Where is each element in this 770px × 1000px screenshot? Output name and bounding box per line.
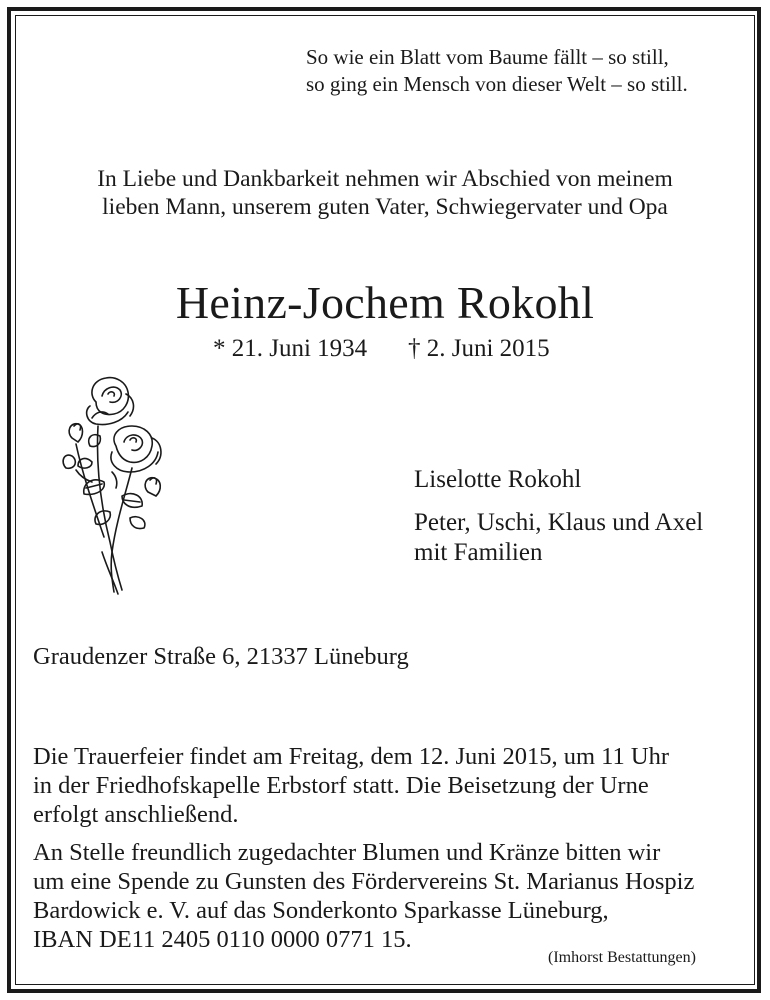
rose-icon [52,372,172,602]
death-date: † 2. Juni 2015 [408,335,550,362]
ceremony-line-2: in der Friedhofskapelle Erbstorf statt. Die Beisetzung der Urne [33,772,649,799]
donation-line-2: um eine Spende zu Gunsten des Fördervereins St. Marianus Hospiz [33,868,695,895]
verse-line-2: so ging ein Mensch von dieser Welt – so still. [306,72,688,96]
donation-line-1: An Stelle freundlich zugedachter Blumen und Kränze bitten wir [33,839,661,866]
deceased-name: Heinz-Jochem Rokohl [175,277,595,328]
mourner-wife: Liselotte Rokohl [414,466,582,493]
verse-line-1: So wie ein Blatt vom Baume fällt – so still, [306,45,669,69]
intro-line-1: In Liebe und Dankbarkeit nehmen wir Abschied von meinem [97,166,673,192]
ceremony-line-3: erfolgt anschließend. [33,801,239,828]
birth-date: * 21. Juni 1934 [213,335,368,362]
address: Graudenzer Straße 6, 21337 Lüneburg [33,643,409,670]
donation-line-3: Bardowick e. V. auf das Sonderkonto Sparkasse Lüneburg, [33,897,609,924]
intro-line-2: lieben Mann, unserem guten Vater, Schwiegervater und Opa [102,194,668,220]
mourner-families: mit Familien [414,539,543,566]
donation-line-4: IBAN DE11 2405 0110 0000 0771 15. [33,926,412,953]
mourner-children: Peter, Uschi, Klaus und Axel [414,509,704,536]
undertaker-credit: (Imhorst Bestattungen) [548,949,696,966]
ceremony-line-1: Die Trauerfeier findet am Freitag, dem 12. Juni 2015, um 11 Uhr [33,743,669,770]
